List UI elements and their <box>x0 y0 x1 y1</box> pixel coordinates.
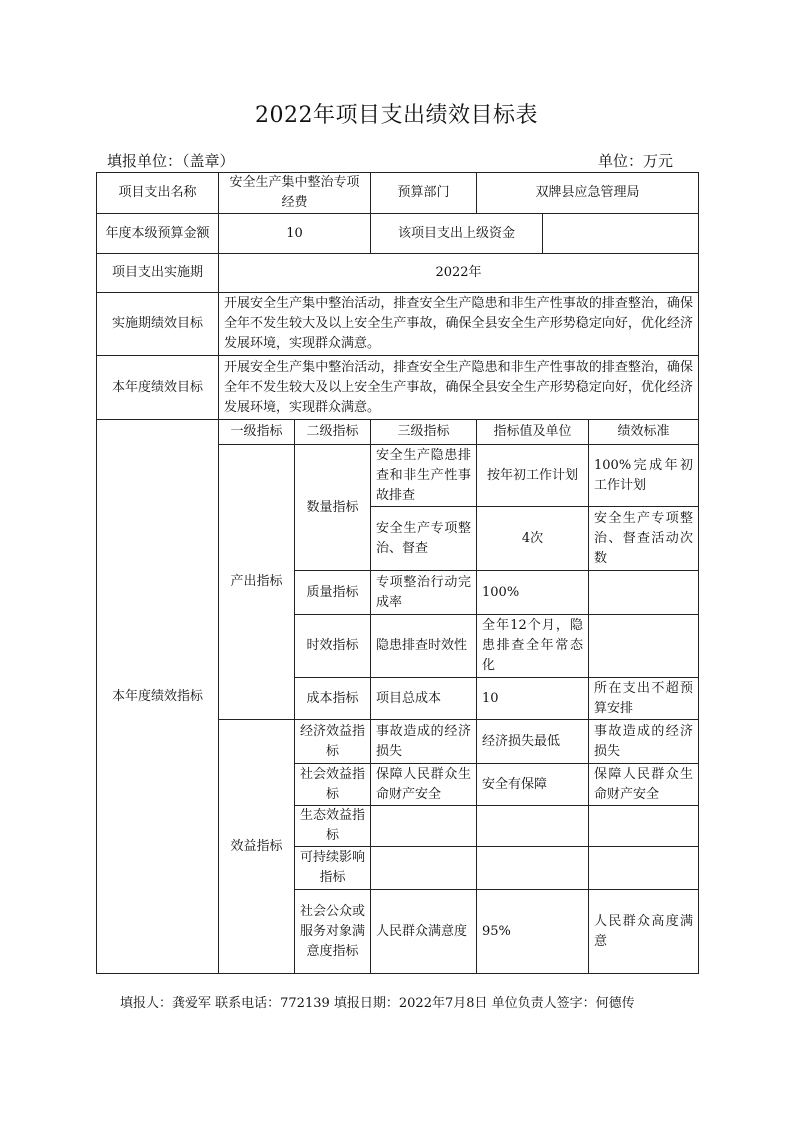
second-indicator: 社会效益指标 <box>295 764 371 806</box>
third-indicator: 事故造成的经济损失 <box>371 720 477 764</box>
unit-label: 单位：万元 <box>598 152 674 170</box>
third-indicator: 专项整治行动完成率 <box>371 571 477 615</box>
third-indicator: 安全生产隐患排查和非生产性事故排查 <box>371 445 477 507</box>
superior-funds-value <box>543 214 699 254</box>
indicator-value: 4次 <box>477 507 589 571</box>
indicator-standard <box>589 847 699 890</box>
indicator-standard <box>589 571 699 615</box>
indicator-value <box>477 806 589 847</box>
implementation-period-label: 项目支出实施期 <box>97 254 219 293</box>
header-level3: 三级指标 <box>371 420 477 445</box>
indicator-value: 全年12个月，隐患排查全年常态化 <box>477 615 589 678</box>
indicator-standard: 人民群众高度满意 <box>589 890 699 974</box>
project-name-row <box>97 173 699 214</box>
annual-indicators-label: 本年度绩效指标 <box>97 420 219 974</box>
budget-dept-label: 预算部门 <box>371 173 477 214</box>
indicator-header-row <box>97 420 699 445</box>
header-standard: 绩效标准 <box>589 420 699 445</box>
header-level2: 二级指标 <box>295 420 371 445</box>
output-indicator-label: 产出指标 <box>219 445 295 720</box>
header-level1: 一级指标 <box>219 420 295 445</box>
indicator-standard: 100%完成年初工作计划 <box>589 445 699 507</box>
indicator-value: 95% <box>477 890 589 974</box>
indicator-standard: 事故造成的经济损失 <box>589 720 699 764</box>
footer-signature-line: 填报人：龚爱军 联系电话：772139 填报日期：2022年7月8日 单位负责人签字：何德传 <box>120 996 635 1011</box>
second-indicator: 时效指标 <box>295 615 371 678</box>
page-title: 2022年项目支出绩效目标表 <box>255 103 538 128</box>
second-indicator: 质量指标 <box>295 571 371 615</box>
performance-table <box>96 172 699 974</box>
annual-goal-label: 本年度绩效目标 <box>97 356 219 420</box>
header-value: 指标值及单位 <box>477 420 589 445</box>
indicator-value: 经济损失最低 <box>477 720 589 764</box>
annual-budget-label: 年度本级预算金额 <box>97 214 219 254</box>
period-goal-label: 实施期绩效目标 <box>97 293 219 356</box>
benefit-indicator-label: 效益指标 <box>219 720 295 974</box>
third-indicator: 人民群众满意度 <box>371 890 477 974</box>
annual-budget-value: 10 <box>219 214 371 254</box>
budget-dept-value: 双牌县应急管理局 <box>477 173 699 214</box>
second-indicator: 经济效益指标 <box>295 720 371 764</box>
fill-unit-label: 填报单位：（盖章） <box>107 152 235 170</box>
third-indicator: 项目总成本 <box>371 678 477 720</box>
indicator-standard <box>589 615 699 678</box>
period-goal-row <box>97 293 699 356</box>
second-indicator: 成本指标 <box>295 678 371 720</box>
project-name-value: 安全生产集中整治专项经费 <box>219 173 371 214</box>
indicator-standard: 保障人民群众生命财产安全 <box>589 764 699 806</box>
indicator-standard <box>589 806 699 847</box>
implementation-period-value: 2022年 <box>219 254 699 293</box>
third-indicator <box>371 847 477 890</box>
third-indicator: 安全生产专项整治、督查 <box>371 507 477 571</box>
second-indicator: 生态效益指标 <box>295 806 371 847</box>
annual-goal-value: 开展安全生产集中整治活动，排查安全生产隐患和非生产性事故的排查整治，确保全年不发生较大及以上安全生产事故，确保全县安全生产形势稳定向好，优化经济发展环境，实现群众满意。 <box>219 356 699 420</box>
indicator-value <box>477 847 589 890</box>
third-indicator <box>371 806 477 847</box>
period-goal-value: 开展安全生产集中整治活动，排查安全生产隐患和非生产性事故的排查整治，确保全年不发生较大及以上安全生产事故，确保全县安全生产形势稳定向好，优化经济发展环境，实现群众满意。 <box>219 293 699 356</box>
indicator-standard: 安全生产专项整治、督查活动次数 <box>589 507 699 571</box>
project-name-label: 项目支出名称 <box>97 173 219 214</box>
indicator-value: 10 <box>477 678 589 720</box>
indicator-value: 100% <box>477 571 589 615</box>
third-indicator: 保障人民群众生命财产安全 <box>371 764 477 806</box>
annual-goal-row <box>97 356 699 420</box>
indicator-value: 安全有保障 <box>477 764 589 806</box>
quantity-indicator-label: 数量指标 <box>295 445 371 571</box>
indicator-standard: 所在支出不超预算安排 <box>589 678 699 720</box>
third-indicator: 隐患排查时效性 <box>371 615 477 678</box>
period-row <box>97 254 699 293</box>
budget-row <box>97 214 699 254</box>
superior-funds-label: 该项目支出上级资金 <box>371 214 543 254</box>
second-indicator: 社会公众或服务对象满意度指标 <box>295 890 371 974</box>
second-indicator: 可持续影响指标 <box>295 847 371 890</box>
indicator-value: 按年初工作计划 <box>477 445 589 507</box>
